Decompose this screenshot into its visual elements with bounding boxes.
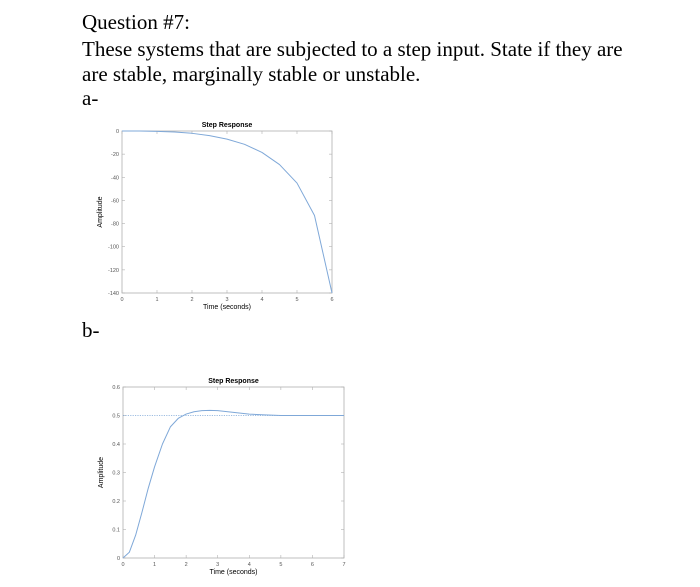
x-tick-label: 2: [190, 297, 194, 303]
x-tick-label: 4: [260, 297, 264, 303]
chart-title: Step Response: [201, 122, 253, 129]
x-tick-label: 6: [310, 562, 314, 568]
x-tick-label: 0: [121, 562, 125, 568]
x-tick-label: 3: [225, 297, 229, 303]
x-tick-label: 2: [184, 562, 188, 568]
x-tick-label: 0: [120, 297, 124, 303]
x-tick-label: 5: [279, 562, 283, 568]
y-tick-label: 0.5: [112, 413, 120, 420]
y-tick-label: 0.1: [112, 527, 120, 534]
x-tick-label: 4: [247, 562, 251, 568]
y-tick-label: 0: [116, 556, 120, 562]
x-tick-label: 7: [342, 562, 346, 568]
x-tick-label: 5: [295, 297, 299, 303]
y-tick-label: -120: [107, 267, 119, 274]
question-title: Question #7:: [82, 10, 190, 34]
x-tick-label: 6: [330, 297, 334, 303]
y-tick-label: 0.4: [112, 442, 120, 448]
y-tick-label: -100: [107, 244, 119, 251]
y-tick-label: 0.3: [112, 470, 120, 477]
x-axis-label: Time (seconds): [209, 569, 258, 576]
y-tick-label: -40: [111, 175, 119, 182]
part-b-label: b-: [82, 318, 100, 342]
y-tick-label: 0.6: [112, 385, 120, 391]
y-axis-label: Amplitude: [97, 196, 104, 228]
part-a-label: a-: [82, 86, 99, 110]
x-axis-label: Time (seconds): [203, 304, 251, 311]
x-tick-label: 3: [216, 562, 220, 568]
y-tick-label: 0.2: [112, 499, 120, 505]
y-tick-label: -60: [111, 198, 119, 205]
y-tick-label: -140: [107, 291, 119, 297]
x-tick-label: 1: [153, 562, 157, 568]
y-tick-label: 0: [115, 129, 119, 135]
question-text: These systems that are subjected to a step input. State if they are are stable, marginally stable or unstable.: [82, 37, 623, 86]
chart-title: Step Response: [208, 378, 259, 385]
y-axis-label: Amplitude: [98, 456, 105, 489]
y-tick-label: -80: [111, 221, 119, 228]
step-response-line: [123, 410, 344, 558]
y-tick-label: -20: [111, 152, 119, 159]
x-tick-label: 1: [155, 297, 159, 303]
